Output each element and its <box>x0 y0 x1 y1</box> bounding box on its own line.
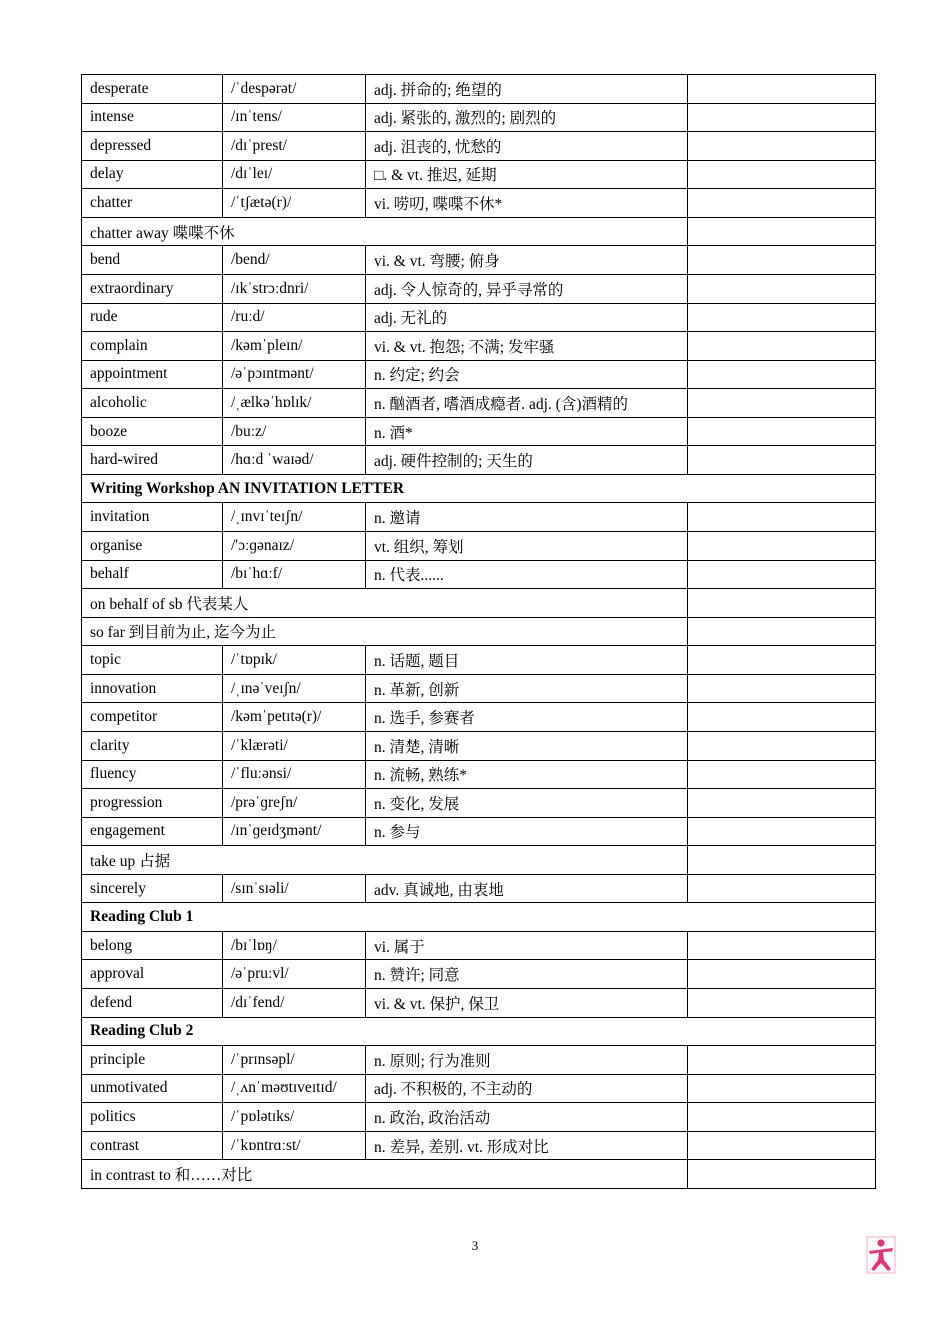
word-cell: politics <box>82 1103 223 1132</box>
word-cell: organise <box>82 532 223 561</box>
phonetic-cell: /dɪˈleɪ/ <box>223 160 366 189</box>
definition-cell: adj. 拼命的; 绝望的 <box>366 75 688 104</box>
phrase-row <box>82 846 876 875</box>
definition-cell: adj. 令人惊奇的, 异乎寻常的 <box>366 274 688 303</box>
definition-cell: adj. 无礼的 <box>366 303 688 332</box>
running-figure-icon <box>866 1236 896 1274</box>
definition-cell: n. 参与 <box>366 817 688 846</box>
phonetic-cell: /əˈpruːvl/ <box>223 960 366 989</box>
phonetic-cell: /dɪˈprest/ <box>223 132 366 161</box>
notes-cell <box>688 931 876 960</box>
phonetic-cell: /ˈtɒpɪk/ <box>223 646 366 675</box>
word-row <box>82 360 876 389</box>
word-row <box>82 75 876 104</box>
word-row <box>82 160 876 189</box>
notes-cell <box>688 303 876 332</box>
word-row <box>82 103 876 132</box>
vocabulary-table-body <box>82 75 876 1189</box>
word-cell: competitor <box>82 703 223 732</box>
word-cell: invitation <box>82 503 223 532</box>
notes-cell <box>688 760 876 789</box>
definition-cell: adj. 紧张的, 激烈的; 剧烈的 <box>366 103 688 132</box>
word-cell: bend <box>82 246 223 275</box>
definition-cell: vi. 唠叨, 喋喋不休* <box>366 189 688 218</box>
word-cell: rude <box>82 303 223 332</box>
definition-cell: n. 酒* <box>366 417 688 446</box>
word-row <box>82 532 876 561</box>
notes-cell <box>688 617 876 646</box>
word-cell: clarity <box>82 731 223 760</box>
word-row <box>82 1103 876 1132</box>
word-cell: unmotivated <box>82 1074 223 1103</box>
word-cell: chatter <box>82 189 223 218</box>
phonetic-cell: /bɪˈhɑːf/ <box>223 560 366 589</box>
definition-cell: adj. 硬件控制的; 天生的 <box>366 446 688 475</box>
notes-cell <box>688 503 876 532</box>
word-cell: delay <box>82 160 223 189</box>
notes-cell <box>688 189 876 218</box>
phrase-cell: take up 占据 <box>82 846 688 875</box>
phonetic-cell: /ˈfluːənsi/ <box>223 760 366 789</box>
definition-cell: n. 选手, 参赛者 <box>366 703 688 732</box>
definition-cell: n. 革新, 创新 <box>366 674 688 703</box>
definition-cell: vi. & vt. 抱怨; 不满; 发牢骚 <box>366 332 688 361</box>
notes-cell <box>688 246 876 275</box>
definition-cell: vi. & vt. 保护, 保卫 <box>366 989 688 1018</box>
word-cell: defend <box>82 989 223 1018</box>
phrase-row <box>82 589 876 618</box>
notes-cell <box>688 446 876 475</box>
word-row <box>82 389 876 418</box>
notes-cell <box>688 674 876 703</box>
definition-cell: □. & vt. 推迟, 延期 <box>366 160 688 189</box>
notes-cell <box>688 160 876 189</box>
definition-cell: n. 流畅, 熟练* <box>366 760 688 789</box>
word-row <box>82 503 876 532</box>
word-row <box>82 960 876 989</box>
word-row <box>82 646 876 675</box>
word-row <box>82 874 876 903</box>
word-cell: topic <box>82 646 223 675</box>
word-row <box>82 189 876 218</box>
notes-cell <box>688 1131 876 1160</box>
section-title: Writing Workshop AN INVITATION LETTER <box>82 474 876 503</box>
notes-cell <box>688 731 876 760</box>
notes-cell <box>688 817 876 846</box>
phonetic-cell: /ɪkˈstrɔːdnri/ <box>223 274 366 303</box>
phrase-row <box>82 1160 876 1189</box>
definition-cell: adv. 真诚地, 由衷地 <box>366 874 688 903</box>
definition-cell: n. 约定; 约会 <box>366 360 688 389</box>
word-cell: desperate <box>82 75 223 104</box>
notes-cell <box>688 846 876 875</box>
section-title: Reading Club 2 <box>82 1017 876 1046</box>
phonetic-cell: /ˌɪnəˈveɪʃn/ <box>223 674 366 703</box>
word-row <box>82 931 876 960</box>
phonetic-cell: /kəmˈpetɪtə(r)/ <box>223 703 366 732</box>
phonetic-cell: /ɪnˈtens/ <box>223 103 366 132</box>
word-row <box>82 560 876 589</box>
word-row <box>82 674 876 703</box>
phonetic-cell: /'ɔːɡənaɪz/ <box>223 532 366 561</box>
phonetic-cell: /sɪnˈsɪəli/ <box>223 874 366 903</box>
notes-cell <box>688 217 876 246</box>
word-cell: depressed <box>82 132 223 161</box>
word-row <box>82 1046 876 1075</box>
word-row <box>82 303 876 332</box>
vocabulary-table <box>81 74 876 1189</box>
definition-cell: adj. 不积极的, 不主动的 <box>366 1074 688 1103</box>
notes-cell <box>688 589 876 618</box>
word-cell: fluency <box>82 760 223 789</box>
word-row <box>82 332 876 361</box>
definition-cell: n. 差异, 差别. vt. 形成对比 <box>366 1131 688 1160</box>
word-row <box>82 731 876 760</box>
notes-cell <box>688 1046 876 1075</box>
notes-cell <box>688 1160 876 1189</box>
definition-cell: n. 邀请 <box>366 503 688 532</box>
word-cell: belong <box>82 931 223 960</box>
phonetic-cell: /ˈprɪnsəpl/ <box>223 1046 366 1075</box>
phonetic-cell: /kəmˈpleɪn/ <box>223 332 366 361</box>
word-cell: principle <box>82 1046 223 1075</box>
word-row <box>82 417 876 446</box>
definition-cell: n. 代表...... <box>366 560 688 589</box>
section-title: Reading Club 1 <box>82 903 876 932</box>
definition-cell: n. 酗酒者, 嗜酒成瘾者. adj. (含)酒精的 <box>366 389 688 418</box>
notes-cell <box>688 989 876 1018</box>
section-header-row <box>82 903 876 932</box>
phonetic-cell: /dɪˈfend/ <box>223 989 366 1018</box>
word-row <box>82 1131 876 1160</box>
phonetic-cell: /ˌælkəˈhɒlɪk/ <box>223 389 366 418</box>
notes-cell <box>688 75 876 104</box>
word-cell: alcoholic <box>82 389 223 418</box>
notes-cell <box>688 646 876 675</box>
definition-cell: n. 清楚, 清晰 <box>366 731 688 760</box>
word-cell: intense <box>82 103 223 132</box>
notes-cell <box>688 1074 876 1103</box>
word-cell: booze <box>82 417 223 446</box>
word-row <box>82 789 876 818</box>
word-cell: engagement <box>82 817 223 846</box>
notes-cell <box>688 560 876 589</box>
phrase-cell: chatter away 喋喋不休 <box>82 217 688 246</box>
phrase-cell: on behalf of sb 代表某人 <box>82 589 688 618</box>
notes-cell <box>688 874 876 903</box>
phonetic-cell: /hɑːd ˈwaɪəd/ <box>223 446 366 475</box>
definition-cell: n. 话题, 题目 <box>366 646 688 675</box>
definition-cell: adj. 沮丧的, 忧愁的 <box>366 132 688 161</box>
notes-cell <box>688 1103 876 1132</box>
definition-cell: vi. & vt. 弯腰; 俯身 <box>366 246 688 275</box>
word-cell: progression <box>82 789 223 818</box>
definition-cell: n. 政治, 政治活动 <box>366 1103 688 1132</box>
word-row <box>82 989 876 1018</box>
word-row <box>82 132 876 161</box>
notes-cell <box>688 103 876 132</box>
word-cell: hard-wired <box>82 446 223 475</box>
section-header-row <box>82 1017 876 1046</box>
notes-cell <box>688 389 876 418</box>
phonetic-cell: /buːz/ <box>223 417 366 446</box>
notes-cell <box>688 703 876 732</box>
word-cell: appointment <box>82 360 223 389</box>
word-row <box>82 246 876 275</box>
definition-cell: n. 变化, 发展 <box>366 789 688 818</box>
phonetic-cell: /prəˈɡreʃn/ <box>223 789 366 818</box>
phrase-row <box>82 617 876 646</box>
word-cell: complain <box>82 332 223 361</box>
word-cell: innovation <box>82 674 223 703</box>
word-cell: sincerely <box>82 874 223 903</box>
phonetic-cell: /ˈkɒntrɑːst/ <box>223 1131 366 1160</box>
word-row <box>82 446 876 475</box>
word-cell: contrast <box>82 1131 223 1160</box>
phrase-row <box>82 217 876 246</box>
definition-cell: vi. 属于 <box>366 931 688 960</box>
phonetic-cell: /ˈpɒlətɪks/ <box>223 1103 366 1132</box>
phonetic-cell: /ˌʌnˈməʊtɪveɪtɪd/ <box>223 1074 366 1103</box>
notes-cell <box>688 789 876 818</box>
phonetic-cell: /bɪˈlɒŋ/ <box>223 931 366 960</box>
word-row <box>82 1074 876 1103</box>
phrase-cell: in contrast to 和……对比 <box>82 1160 688 1189</box>
phrase-cell: so far 到目前为止, 迄今为止 <box>82 617 688 646</box>
notes-cell <box>688 417 876 446</box>
word-row <box>82 274 876 303</box>
phonetic-cell: /əˈpɔɪntmənt/ <box>223 360 366 389</box>
notes-cell <box>688 960 876 989</box>
notes-cell <box>688 360 876 389</box>
phonetic-cell: /ˈklærəti/ <box>223 731 366 760</box>
phonetic-cell: /ruːd/ <box>223 303 366 332</box>
notes-cell <box>688 132 876 161</box>
page-number: 3 <box>471 1238 479 1253</box>
notes-cell <box>688 274 876 303</box>
definition-cell: n. 赞许; 同意 <box>366 960 688 989</box>
phonetic-cell: /ˈdespərət/ <box>223 75 366 104</box>
section-header-row <box>82 474 876 503</box>
word-cell: approval <box>82 960 223 989</box>
notes-cell <box>688 532 876 561</box>
word-row <box>82 817 876 846</box>
word-row <box>82 760 876 789</box>
definition-cell: vt. 组织, 筹划 <box>366 532 688 561</box>
definition-cell: n. 原则; 行为准则 <box>366 1046 688 1075</box>
word-cell: behalf <box>82 560 223 589</box>
phonetic-cell: /ˈtʃætə(r)/ <box>223 189 366 218</box>
phonetic-cell: /ˌɪnvɪˈteɪʃn/ <box>223 503 366 532</box>
phonetic-cell: /bend/ <box>223 246 366 275</box>
phonetic-cell: /ɪnˈɡeɪdʒmənt/ <box>223 817 366 846</box>
notes-cell <box>688 332 876 361</box>
word-row <box>82 703 876 732</box>
word-cell: extraordinary <box>82 274 223 303</box>
